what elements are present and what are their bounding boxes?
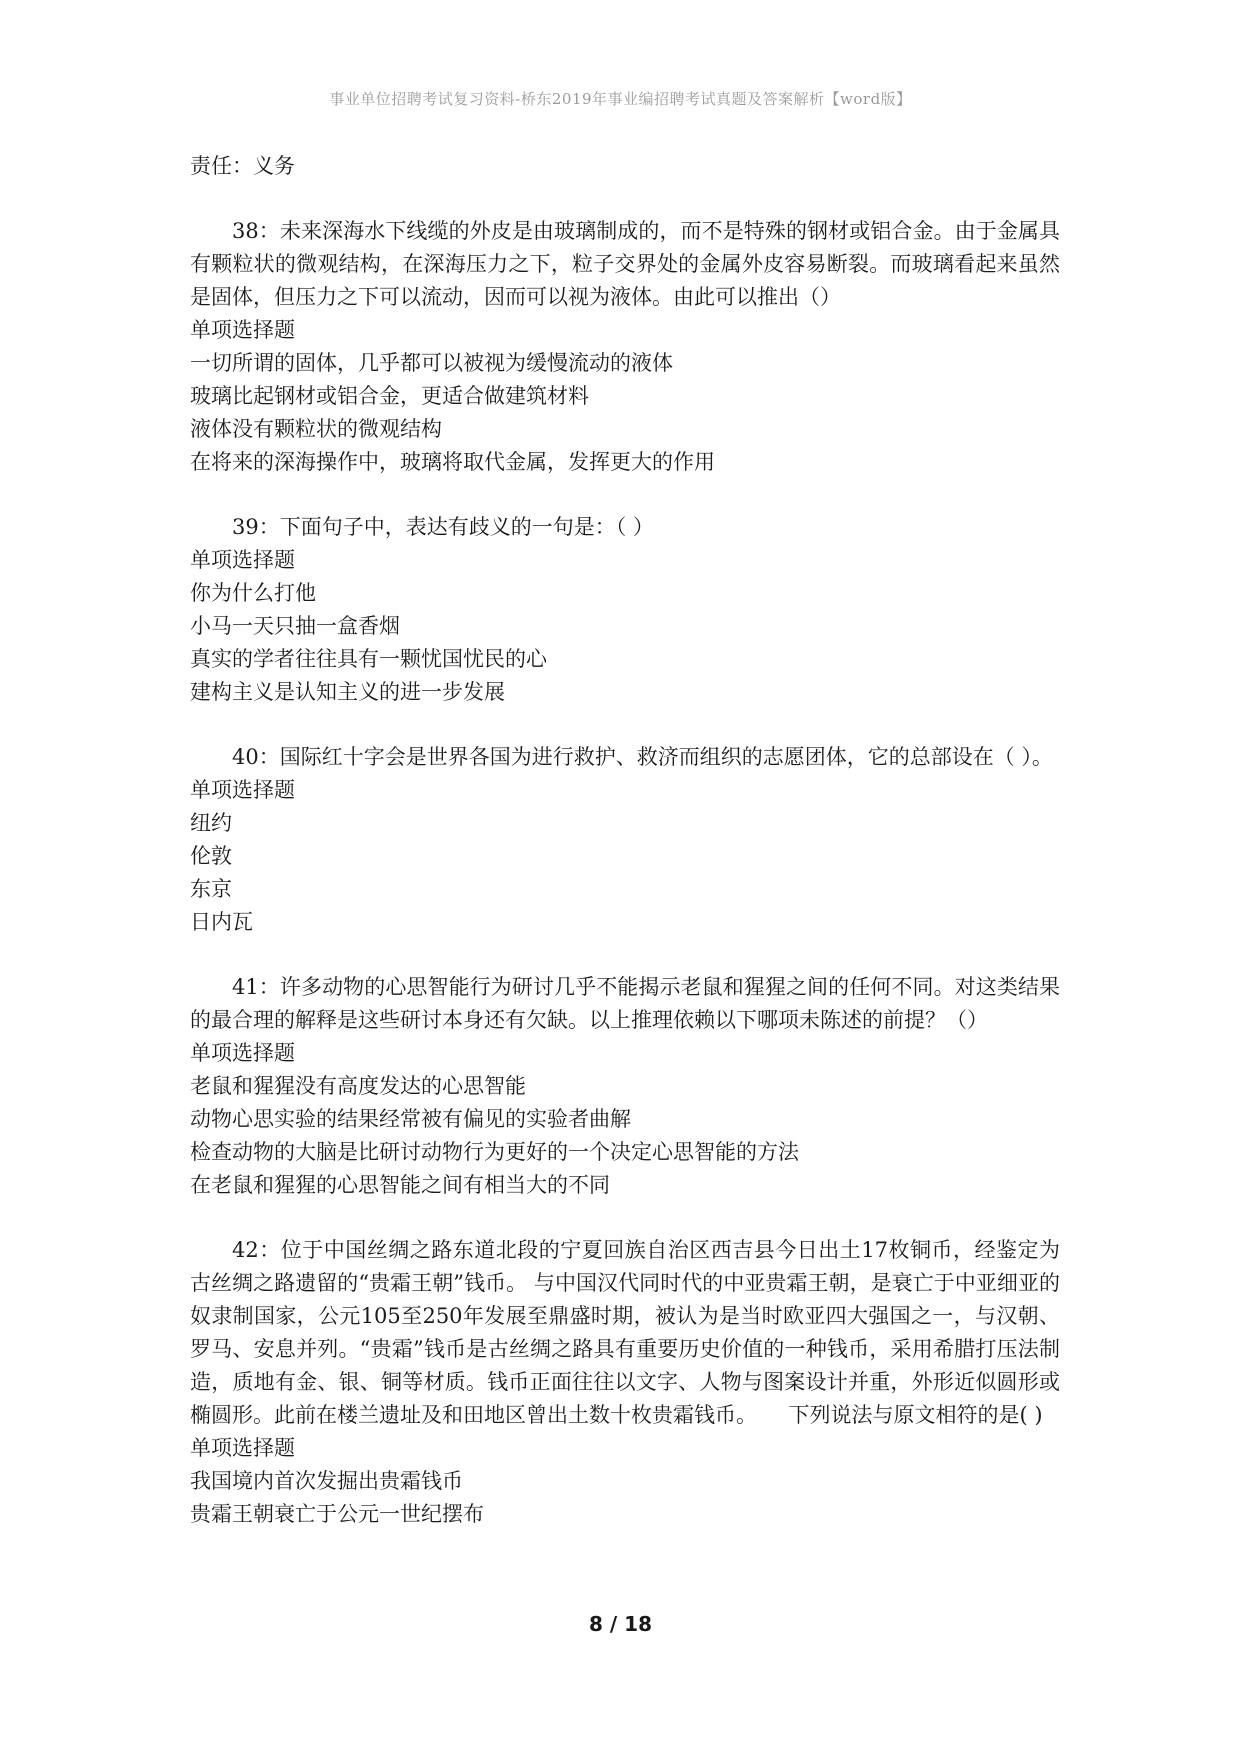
option: 玻璃比起钢材或铝合金，更适合做建筑材料	[190, 384, 589, 408]
question-stem: 39：下面句子中，表达有歧义的一句是：（ ）	[232, 515, 654, 539]
option: 东京	[190, 877, 232, 901]
option: 建构主义是认知主义的进一步发展	[190, 680, 505, 704]
option: 一切所谓的固体，几乎都可以被视为缓慢流动的液体	[190, 351, 673, 375]
option: 真实的学者往往具有一颗忧国忧民的心	[190, 647, 547, 671]
option: 老鼠和猩猩没有高度发达的心思智能	[190, 1074, 526, 1098]
question-type: 单项选择题	[190, 1436, 295, 1460]
question-stem: 41：许多动物的心思智能行为研讨几乎不能揭示老鼠和猩猩之间的任何不同。对这类结果的最合理的解释是这些研讨本身还有欠缺。以上推理依赖以下哪项未陈述的前提？（）	[190, 975, 1060, 1032]
question-38	[190, 215, 1060, 479]
question-41	[190, 971, 1060, 1202]
question-type: 单项选择题	[190, 1041, 295, 1065]
page-number: 8 / 18	[589, 1612, 652, 1636]
option: 在将来的深海操作中，玻璃将取代金属，发挥更大的作用	[190, 450, 715, 474]
question-39	[190, 511, 1060, 709]
question-42	[190, 1234, 1060, 1531]
question-type: 单项选择题	[190, 318, 295, 342]
option: 我国境内首次发掘出贵霜钱币	[190, 1469, 463, 1493]
option: 小马一天只抽一盒香烟	[190, 614, 400, 638]
question-40	[190, 741, 1060, 939]
question-type: 单项选择题	[190, 548, 295, 572]
page-content	[190, 150, 1060, 1531]
option: 检查动物的大脑是比研讨动物行为更好的一个决定心思智能的方法	[190, 1140, 799, 1164]
question-type: 单项选择题	[190, 778, 295, 802]
lead-line: 责任：义务	[190, 154, 295, 178]
option: 日内瓦	[190, 910, 253, 934]
option: 液体没有颗粒状的微观结构	[190, 417, 442, 441]
option: 你为什么打他	[190, 581, 316, 605]
option: 在老鼠和猩猩的心思智能之间有相当大的不同	[190, 1173, 610, 1197]
option: 动物心思实验的结果经常被有偏见的实验者曲解	[190, 1107, 631, 1131]
option: 伦敦	[190, 844, 232, 868]
question-stem: 42：位于中国丝绸之路东道北段的宁夏回族自治区西吉县今日出土17枚铜币，经鉴定为古丝绸之路遗留的“贵霜王朝”钱币。 与中国汉代同时代的中亚贵霜王朝，是衰亡于中亚细亚的奴隶制国家，公元105至250年发展至鼎盛时期，被认为是当时欧亚四大强国之一，与汉朝、罗马、安息并列。“贵霜”钱币是古丝绸之路具有重要历史价值的一种钱币，采用希腊打压法制造，质地有金、银、铜等材质。钱币正面往往以文字、人物与图案设计并重，外形近似圆形或椭圆形。此前在楼兰遗址及和田地区曾出土数十枚贵霜钱币。 下列说法与原文相符的是( )	[190, 1238, 1060, 1427]
option: 贵霜王朝衰亡于公元一世纪摆布	[190, 1502, 484, 1526]
page-header: 事业单位招聘考试复习资料-桥东2019年事业编招聘考试真题及答案解析【word版】	[329, 90, 912, 108]
question-stem: 38：未来深海水下线缆的外皮是由玻璃制成的，而不是特殊的钢材或铝合金。由于金属具有颗粒状的微观结构，在深海压力之下，粒子交界处的金属外皮容易断裂。而玻璃看起来虽然是固体，但压力之下可以流动，因而可以视为液体。由此可以推出（）	[190, 219, 1060, 309]
question-stem: 40：国际红十字会是世界各国为进行救护、救济而组织的志愿团体，它的总部设在（ ）。	[232, 745, 1053, 769]
option: 纽约	[190, 811, 232, 835]
